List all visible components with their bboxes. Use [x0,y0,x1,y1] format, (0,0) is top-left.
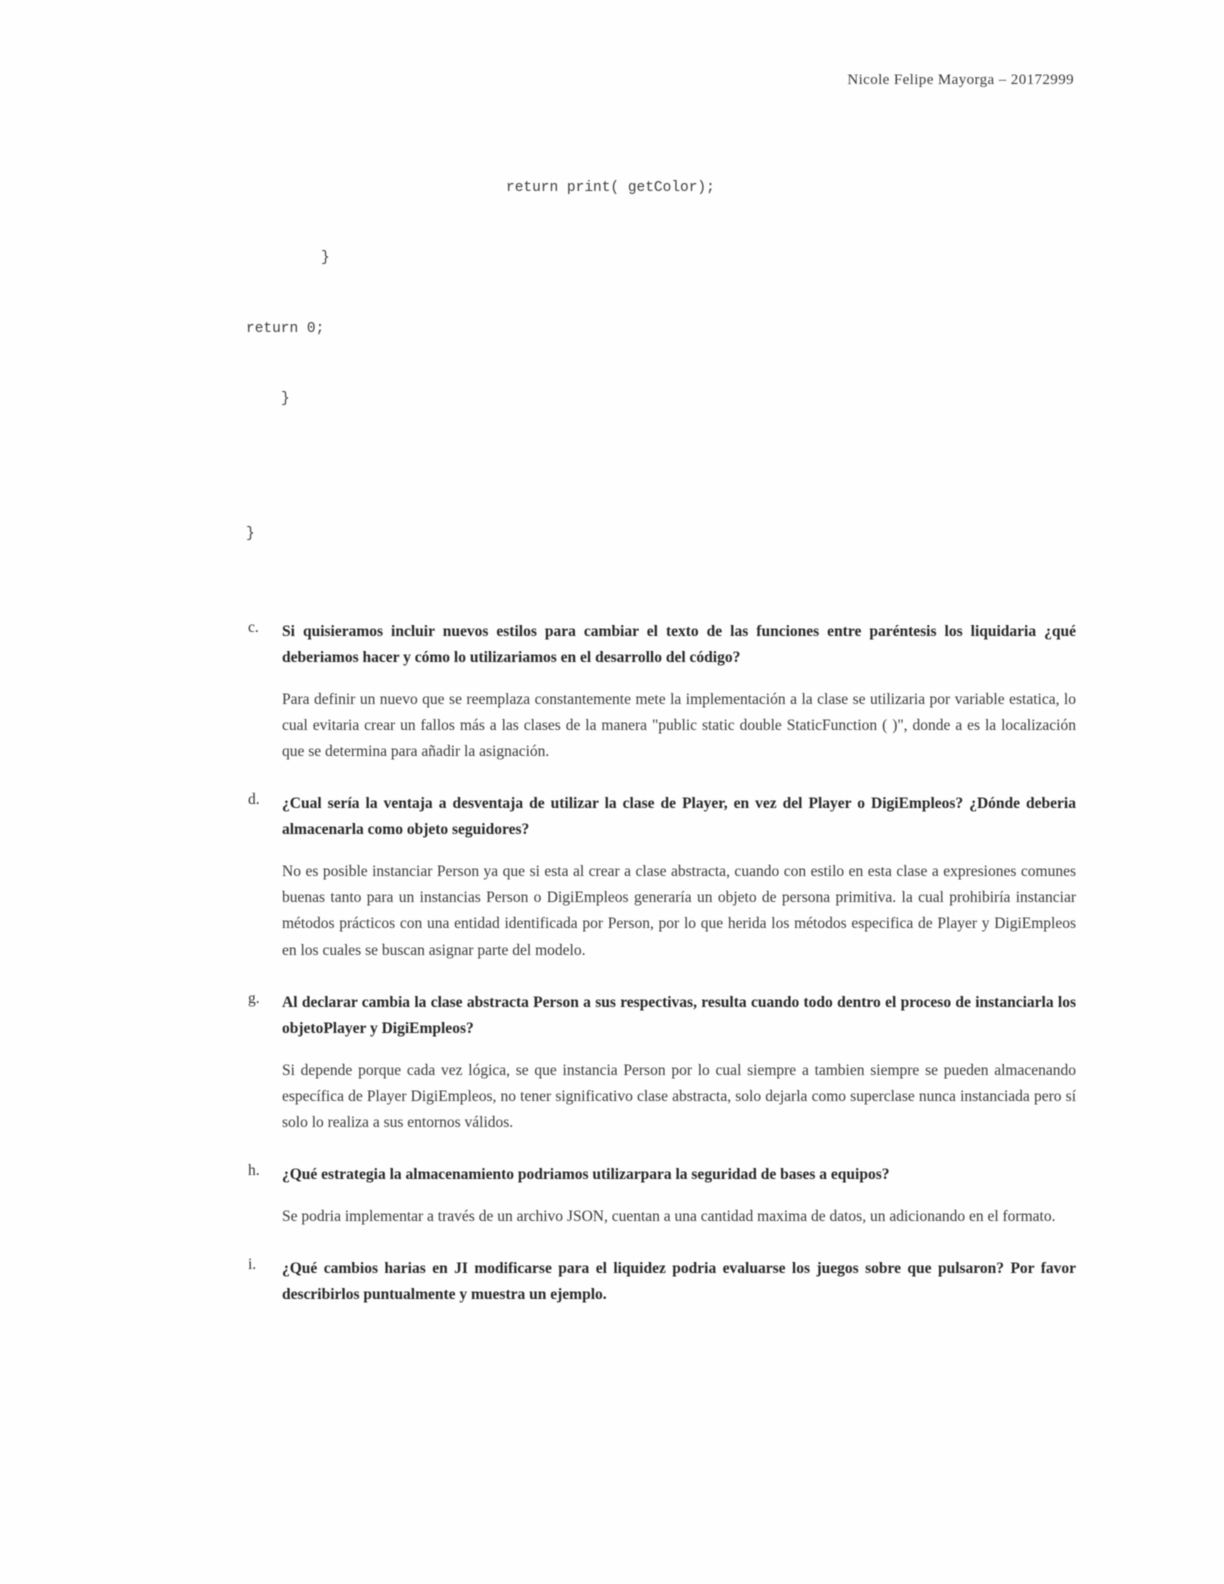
list-marker: c. [248,619,259,637]
question-text: ¿Qué cambios harias en JI modificarse para el liquidez podria evaluarse los juegos sobre que pulsaron? Por favor describirlos puntualmente y muestra un ejemplo. [282,1259,1076,1303]
code-line [246,459,1076,476]
list-marker: d. [248,791,260,809]
code-line: } [321,250,330,267]
list-item [246,1256,1076,1308]
code-block [246,130,1076,593]
question-text: ¿Cual sería la ventaja a desventaja de utilizar la clase de Player, en vez del Player o DigiEmpleos? ¿Dónde deberia almacenarla como objeto seguidores? [282,795,1076,839]
document-content [246,130,1076,1334]
list-item [246,791,1076,963]
question-list [246,619,1076,1308]
list-marker: g. [248,989,260,1007]
question-text: ¿Qué estrategia la almacenamiento podriamos utilizarpara la seguridad de bases a equipos? [282,1165,890,1183]
list-item [246,619,1076,765]
page-header: Nicole Felipe Mayorga – 20172999 [847,72,1074,88]
list-marker: i. [248,1255,257,1273]
answer-text: Si depende porque cada vez lógica, se que instancia Person por lo cual siempre a tambien siempre se pueden almacenando específica de Player DigiEmpleos, no tener significativo clase abstracta, solo dejarla como superclase nunca instanciada pero sí solo lo realiza a sus entornos válidos. [282,1061,1076,1131]
list-item [246,990,1076,1136]
list-item [246,1162,1076,1230]
question-text: Si quisieramos incluir nuevos estilos para cambiar el texto de las funciones entre paréntesis los liquidaria ¿qué deberiamos hacer y cómo lo utilizariamos en el desarrollo del código? [282,623,1076,667]
question-text: Al declarar cambia la clase abstracta Person a sus respectivas, resulta cuando todo dentro el proceso de instanciarla los objetoPlayer y DigiEmpleos? [282,993,1076,1037]
answer-text: Para definir un nuevo que se reemplaza constantemente mete la implementación a la clase se utilizaria por variable estatica, lo cual evitaria crear un fallos más a las clases de la manera "public static double StaticFunction ( )", donde a es la localización que se determina para añadir la asignación. [282,691,1076,761]
code-line: } [246,525,255,542]
code-line: return 0; [246,320,325,337]
code-line: } [281,391,290,408]
code-line: return print( getColor); [506,179,715,196]
answer-text: No es posible instanciar Person ya que si esta al crear a clase abstracta, cuando con estilo en esta clase a expresiones comunes buenas tanto para un instancias Person o DigiEmpleos generaría un objeto de persona primitiva. la cual prohibiría instanciar métodos prácticos con una entidad identificada por Person, por lo que herida los métodos especifica de Player y DigiEmpleos en los cuales se buscan asignar parte del modelo. [282,863,1076,959]
list-marker: h. [248,1161,260,1179]
answer-text: Se podria implementar a través de un archivo JSON, cuentan a una cantidad maxima de datos, un adicionando en el formato. [282,1207,1056,1225]
